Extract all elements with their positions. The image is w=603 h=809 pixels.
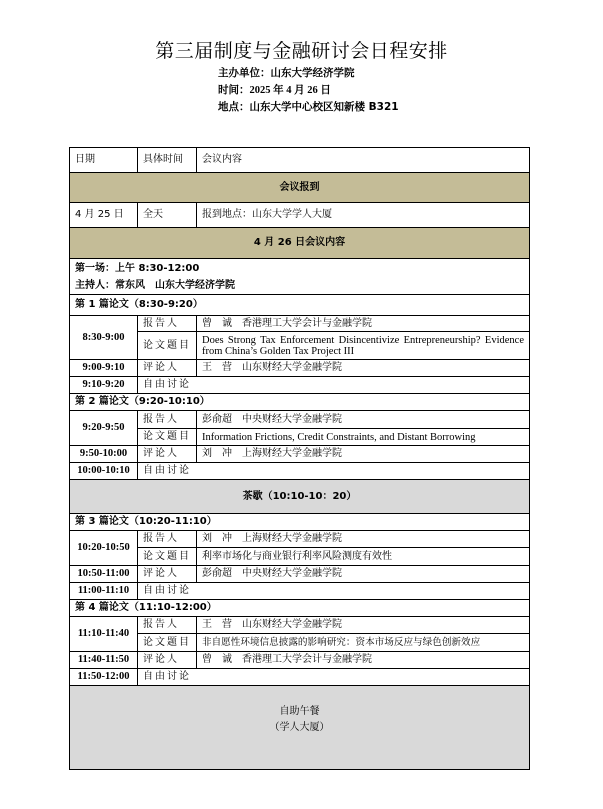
header-date: 日期 (70, 148, 138, 173)
paper-1-title: Does Strong Tax Enforcement Disincentivize Entrepreneurship? Evidence from China’s Golden Tax Project III (197, 332, 530, 360)
paper-3-commenter-label: 评论人 (138, 566, 197, 583)
registration-date: 4 月 25 日 (70, 203, 138, 228)
paper-3-discussion: 自由讨论 (138, 583, 530, 600)
schedule-table (69, 147, 530, 770)
paper-2-commenter: 刘 冲 上海财经大学金融学院 (197, 446, 530, 463)
paper-3-comment-time: 10:50-11:00 (70, 566, 138, 583)
paper-3-reporter: 刘 冲 上海财经大学金融学院 (197, 531, 530, 548)
paper-4-discussion: 自由讨论 (138, 669, 530, 686)
day-banner: 4 月 26 日会议内容 (70, 228, 530, 259)
time-line (218, 83, 331, 98)
paper-1-reporter: 曾 诚 香港理工大学会计与金融学院 (197, 316, 530, 332)
paper-4-commenter: 曾 诚 香港理工大学会计与金融学院 (197, 652, 530, 669)
paper-2-discussion: 自由讨论 (138, 463, 530, 480)
organizer-line (218, 66, 355, 80)
paper-1-header: 第 1 篇论文（8:30-9:20） (70, 295, 530, 316)
session-time: 第一场：上午 8:30-12:00 (75, 262, 200, 274)
lunch-title: 自助午餐 (279, 706, 320, 717)
lunch-banner (70, 686, 530, 770)
paper-3-header: 第 3 篇论文（10:20-11:10） (70, 514, 530, 531)
time-value: 2025 年 4 月 26 日 (249, 85, 331, 96)
paper-4-title: 非自愿性环境信息披露的影响研究：资本市场反应与绿色创新效应 (197, 634, 530, 652)
session-host: 主持人：常东风 山东大学经济学院 (75, 279, 235, 291)
registration-time: 全天 (138, 203, 197, 228)
paper-1-discussion: 自由讨论 (138, 377, 530, 394)
paper-2-discussion-time: 10:00-10:10 (70, 463, 138, 480)
page-title: 第三届制度与金融研讨会日程安排 (155, 40, 448, 62)
paper-3-slot-time: 10:20-10:50 (70, 531, 138, 566)
paper-4-title-label: 论文题目 (138, 634, 197, 652)
paper-2-reporter-label: 报告人 (138, 411, 197, 429)
paper-1-title-label: 论文题目 (138, 332, 197, 360)
paper-3-title: 利率市场化与商业银行利率风险测度有效性 (197, 548, 530, 566)
paper-4-header: 第 4 篇论文（11:10-12:00） (70, 600, 530, 617)
paper-2-commenter-label: 评论人 (138, 446, 197, 463)
time-label: 时间： (218, 84, 250, 96)
header-content: 会议内容 (197, 148, 530, 173)
paper-1-commenter: 王 营 山东财经大学金融学院 (197, 360, 530, 377)
paper-2-title-label: 论文题目 (138, 429, 197, 446)
paper-4-reporter-label: 报告人 (138, 617, 197, 634)
organizer-value: 山东大学经济学院 (270, 67, 355, 79)
header-time: 具体时间 (138, 148, 197, 173)
paper-3-reporter-label: 报告人 (138, 531, 197, 548)
lunch-location: （学人大厦） (269, 722, 330, 733)
registration-banner: 会议报到 (70, 173, 530, 203)
paper-1-comment-time: 9:00-9:10 (70, 360, 138, 377)
session-info (70, 259, 530, 295)
paper-2-comment-time: 9:50-10:00 (70, 446, 138, 463)
paper-3-discussion-time: 11:00-11:10 (70, 583, 138, 600)
paper-1-commenter-label: 评论人 (138, 360, 197, 377)
paper-2-header: 第 2 篇论文（9:20-10:10） (70, 394, 530, 411)
paper-1-discussion-time: 9:10-9:20 (70, 377, 138, 394)
paper-2-title: Information Frictions, Credit Constraints, and Distant Borrowing (197, 429, 530, 446)
tea-break-banner: 茶歇（10:10-10：20） (70, 480, 530, 514)
paper-1-reporter-label: 报告人 (138, 316, 197, 332)
registration-row (70, 203, 530, 228)
location-value: 山东大学中心校区知新楼 B321 (249, 101, 399, 113)
paper-3-title-label: 论文题目 (138, 548, 197, 566)
paper-2-slot-time: 9:20-9:50 (70, 411, 138, 446)
organizer-label: 主办单位： (218, 67, 271, 79)
paper-4-reporter: 王 营 山东财经大学金融学院 (197, 617, 530, 634)
paper-2-reporter: 彭俞超 中央财经大学金融学院 (197, 411, 530, 429)
paper-4-commenter-label: 评论人 (138, 652, 197, 669)
paper-4-slot-time: 11:10-11:40 (70, 617, 138, 652)
paper-3-commenter: 彭俞超 中央财经大学金融学院 (197, 566, 530, 583)
paper-4-comment-time: 11:40-11:50 (70, 652, 138, 669)
registration-content: 报到地点：山东大学学人大厦 (197, 203, 530, 228)
paper-1-slot-time: 8:30-9:00 (70, 316, 138, 360)
paper-4-discussion-time: 11:50-12:00 (70, 669, 138, 686)
location-line (218, 100, 399, 114)
table-header-row (70, 148, 530, 173)
location-label: 地点： (218, 101, 250, 113)
